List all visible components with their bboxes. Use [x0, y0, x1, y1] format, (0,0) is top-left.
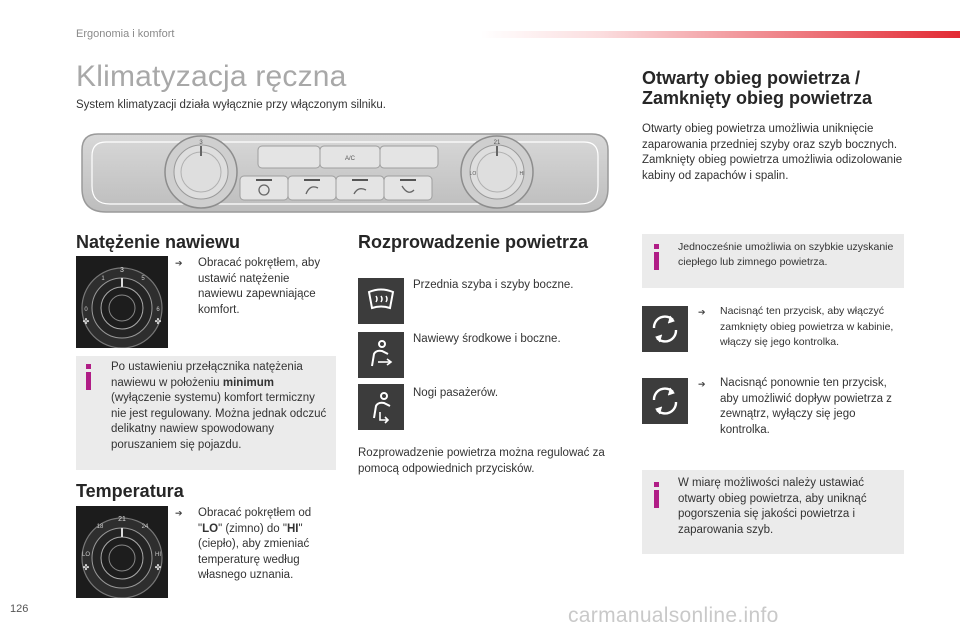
temperature-heading: Temperatura: [76, 481, 184, 501]
step-1-arrow: ➔: [698, 307, 706, 317]
temperature-text-1: Obracać pokrętłem od ": [198, 507, 312, 535]
temperature-text-lo: LO: [202, 522, 219, 535]
page-number: 126: [10, 603, 29, 615]
blower-info-text: [111, 360, 331, 453]
svg-text:✤: ✤: [82, 317, 90, 326]
blower-tick-5: 5: [141, 276, 145, 282]
temperature-bullet-arrow: ➔: [175, 508, 183, 518]
info-icon: [84, 364, 94, 390]
blower-knob-image: [76, 256, 168, 348]
distribution-item-2-label: Nawiewy środkowe i boczne.: [413, 333, 561, 345]
distribution-heading: Rozprowadzenie powietrza: [358, 232, 589, 252]
recirculation-step-1: Nacisnąć ten przycisk, aby włączyć zamknięty obieg powietrza w kabinie, włączy się jego kontrolka.: [720, 305, 894, 348]
fresh-air-button-icon: [642, 378, 688, 424]
temperature-knob-image: [76, 506, 168, 598]
recirculation-intro: Otwarty obieg powietrza umożliwia uniknięcie zaparowania przedniej szyby oraz szyb bocznych. Zamknięty obieg powietrza umożliwia odizolowanie kabiny od zapachów i spalin.: [642, 123, 903, 182]
blower-tick-1: 1: [101, 276, 105, 282]
distribution-item-1-label: Przednia szyba i szyby boczne.: [413, 279, 574, 291]
header-accent-bar: [480, 31, 960, 38]
climate-panel-illustration: [76, 128, 614, 218]
recirculation-info-box-2: [642, 470, 904, 554]
blower-tick-0: 0: [84, 307, 88, 313]
windscreen-demist-icon: [358, 278, 404, 324]
temp-tick-lo: LO: [81, 552, 91, 558]
face-vent-icon: [358, 332, 404, 378]
panel-right-tick: 21: [493, 140, 501, 146]
recirculation-heading-line2: Zamknięty obieg powietrza: [642, 88, 873, 108]
temperature-text-3: " (ciepło), aby zmieniać temperaturę według własnego uznania.: [198, 522, 310, 581]
panel-left-tick: 3: [199, 140, 203, 146]
temp-tick-24: 24: [141, 524, 149, 530]
recirculation-heading-line1: Otwarty obieg powietrza /: [642, 68, 861, 88]
page-subtitle: System klimatyzacji działa wyłącznie przy włączonym silniku.: [76, 99, 386, 111]
foot-vent-icon: [358, 384, 404, 430]
info-icon: [652, 482, 662, 508]
recirculation-step-2: Nacisnąć ponownie ten przycisk, aby umożliwić dopływ powietrza z zewnątrz, wyłączy się jego kontrolka.: [720, 377, 892, 436]
blower-bullet-text: Obracać pokrętłem, aby ustawić natężenie nawiewu zapewniające komfort.: [198, 257, 321, 316]
svg-text:✤: ✤: [154, 317, 162, 326]
blower-info-text-start: Po ustawieniu przełącznika natężenia nawiewu w położeniu: [111, 361, 303, 389]
distribution-item-3-label: Nogi pasażerów.: [413, 387, 499, 399]
blower-info-text-bold: minimum: [222, 376, 274, 389]
step-2-arrow: ➔: [698, 379, 706, 389]
ac-button-label: A/C: [344, 156, 356, 162]
panel-right-lo: LO: [469, 171, 477, 177]
svg-text:✤: ✤: [82, 563, 90, 572]
distribution-note: Rozprowadzenie powietrza można regulować za pomocą odpowiednich przycisków.: [358, 447, 605, 475]
blower-info-text-end: (wyłączenie systemu) komfort termiczny nie jest regulowany. Można jednak odczuć delikatny nawiew spowodowany poruszaniem się pojazdu.: [111, 392, 327, 451]
section-label: Ergonomia i komfort: [76, 28, 175, 40]
temp-tick-21: 21: [118, 516, 126, 523]
svg-text:✤: ✤: [154, 563, 162, 572]
temperature-text-hi: HI: [286, 522, 299, 535]
page-title: Klimatyzacja ręczna: [76, 60, 347, 93]
watermark: carmanualsonline.info: [568, 604, 779, 627]
recirculation-info-1-text: Jednocześnie umożliwia on szybkie uzyskanie ciepłego lub zimnego powietrza.: [678, 241, 894, 268]
info-icon: [652, 244, 662, 270]
temp-tick-hi: HI: [155, 552, 161, 558]
temp-tick-18: 18: [96, 524, 104, 530]
blower-heading: Natężenie nawiewu: [76, 232, 241, 252]
recirculation-button-icon: [642, 306, 688, 352]
temperature-bullet-text: [198, 506, 328, 584]
panel-right-hi: HI: [519, 171, 525, 177]
blower-bullet-arrow: ➔: [175, 258, 183, 268]
blower-tick-3: 3: [120, 267, 124, 274]
blower-info-box: [76, 356, 336, 470]
blower-tick-6: 6: [156, 307, 160, 313]
recirculation-info-box-1: [642, 234, 904, 288]
temperature-text-2: " (zimno) do ": [218, 522, 287, 535]
recirculation-info-2-text: W miarę możliwości należy ustawiać otwarty obieg powietrza, aby uniknąć pogorszenia się jakości powietrza i zaparowania szyb.: [678, 477, 867, 536]
